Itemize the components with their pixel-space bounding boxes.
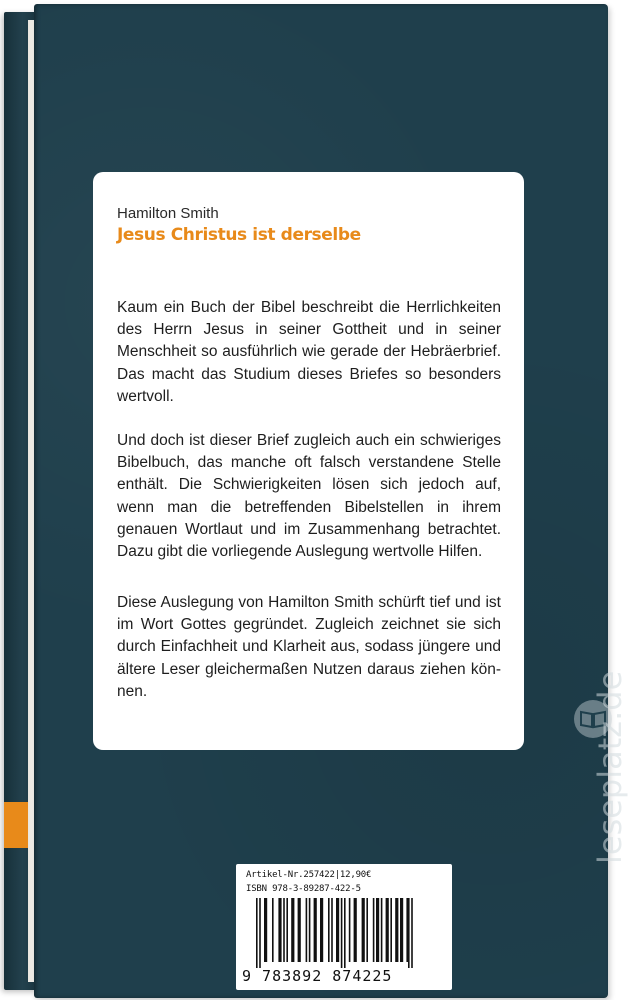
- barcode-bar: [298, 898, 301, 962]
- barcode-bar: [328, 898, 330, 962]
- publisher-name: leseplatz.de: [591, 670, 629, 864]
- barcode-bar: [400, 898, 403, 962]
- barcode-bar: [376, 898, 379, 962]
- back-cover: [34, 4, 629, 998]
- barcode-bar: [362, 898, 365, 962]
- barcode-bar: [320, 898, 323, 962]
- barcode-bar: [395, 898, 398, 962]
- barcode-bar: [366, 898, 368, 962]
- barcode-bar: [283, 898, 285, 962]
- barcode-digits: 9 783892 874225: [242, 967, 393, 985]
- barcode-bar: [341, 898, 343, 968]
- barcode-bar: [264, 898, 267, 962]
- barcode-bar: [344, 898, 346, 968]
- barcode-bar: [406, 898, 408, 962]
- barcode-bar: [309, 898, 311, 962]
- barcode-bar: [408, 898, 410, 968]
- author-name: Hamilton Smith: [117, 205, 219, 222]
- barcode-bars: [256, 898, 434, 968]
- barcode-bar: [411, 898, 413, 968]
- barcode-bar: [259, 898, 261, 968]
- article-number: Artikel-Nr.257422|12,90€: [246, 870, 372, 880]
- barcode-bar: [354, 898, 357, 962]
- barcode-bar: [286, 898, 288, 962]
- barcode-bar: [349, 898, 351, 962]
- blurb-paragraph-3: Diese Auslegung von Hamilton Smith schürft tief und ist im Wort Gottes gegründet. Zugleich zeichnet sie sich durch Einfachheit und Klarheit aus, sodass jüngere und ältere Leser gleichermaßen Nutzen daraus ziehen können.: [117, 594, 501, 700]
- blurb-paragraph-1: Kaum ein Buch der Bibel beschreibt die Herrlichkeiten des Herrn Jesus in seiner Gottheit und in seiner Menschheit so ausführlich wie gerade der Hebräerbrief. Das macht das Studium dieses Briefes so besonders wertvoll.: [117, 299, 501, 405]
- barcode-bar: [386, 898, 389, 962]
- barcode-bar: [390, 898, 392, 962]
- barcode-bar: [381, 898, 383, 962]
- barcode-bar: [278, 898, 281, 962]
- isbn-number: ISBN 978-3-89287-422-5: [246, 884, 361, 894]
- barcode-bar: [373, 898, 375, 962]
- barcode-label: [236, 864, 452, 990]
- blurb-panel: [93, 172, 524, 750]
- barcode-bar: [336, 898, 339, 962]
- barcode-bar: [306, 898, 308, 962]
- barcode-bar: [314, 898, 317, 962]
- blurb-paragraph-2: Und doch ist dieser Brief zugleich auch ein schwieriges Bibelbuch, das manche oft falsch verstandene Stelle enthält. Die Schwierigkeiten lösen sich jedoch auf, wenn man die betreffenden Bibelstellen in ihrem genauen Wortlaut und im Zusammenhang betrachtet. Dazu gibt die vorliegende Auslegung wertvolle Hilfen.: [117, 432, 501, 561]
- barcode-bar: [291, 898, 294, 962]
- barcode-bar: [272, 898, 274, 962]
- book-title: Jesus Christus ist derselbe: [117, 225, 361, 245]
- barcode-bar: [256, 898, 258, 968]
- barcode-bar: [331, 898, 333, 962]
